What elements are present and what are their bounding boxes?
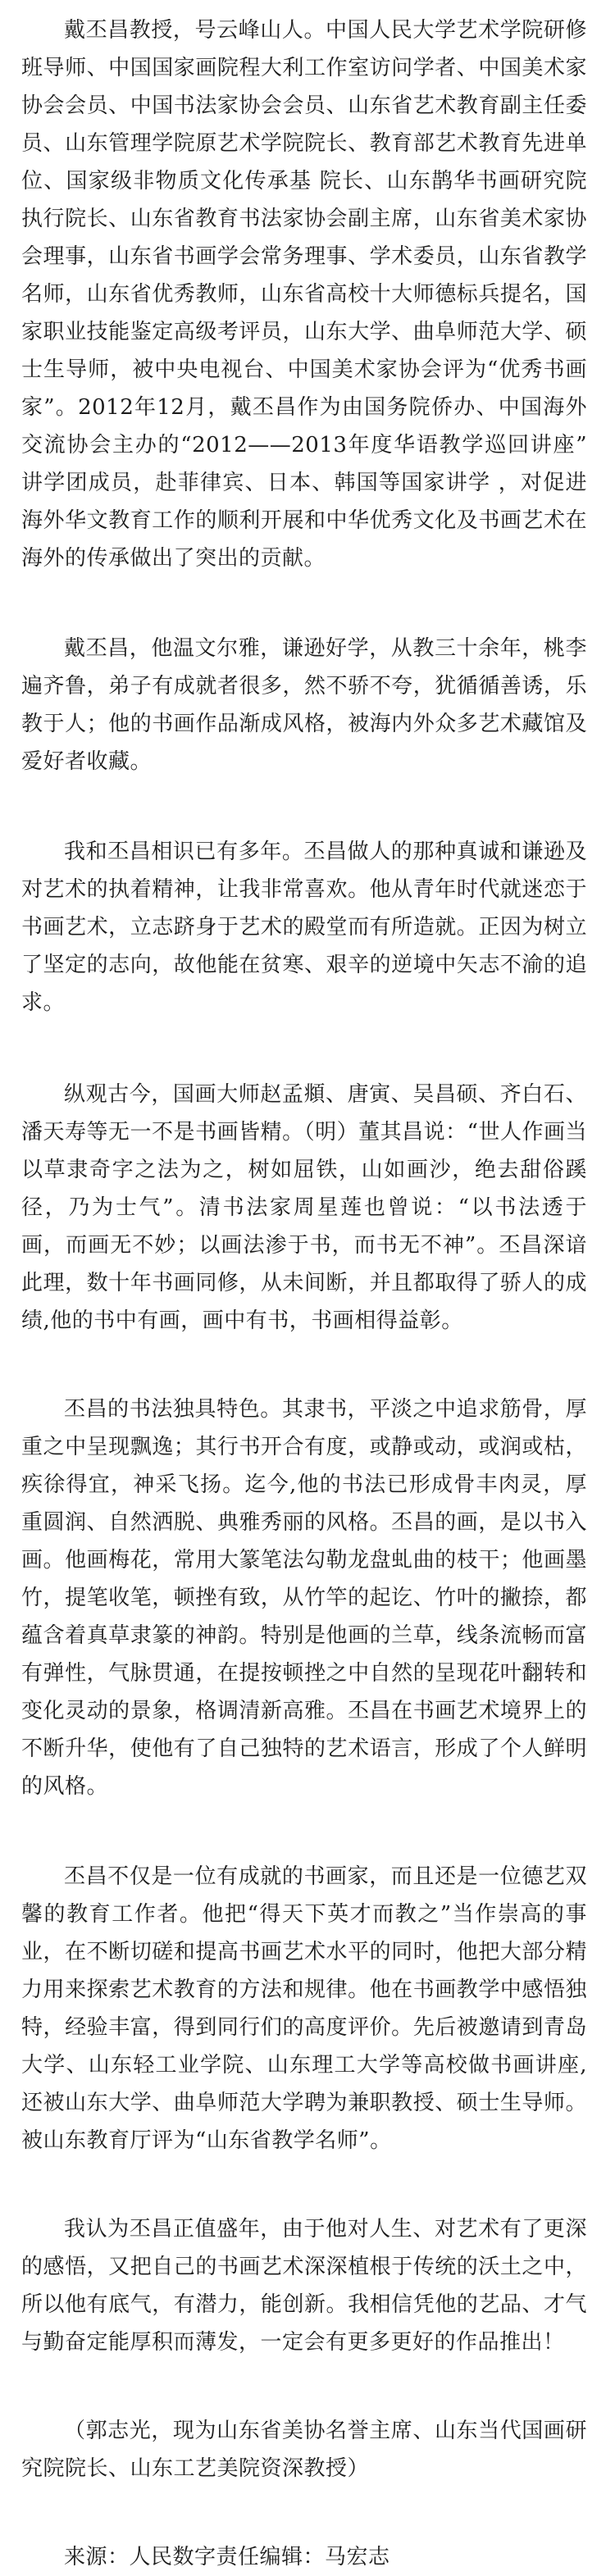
paragraph-acquaintance: 我和丕昌相识已有多年。丕昌做人的那种真诚和谦逊及对艺术的执着精神，让我非常喜欢。他从青年时代就迷恋于书画艺术，立志跻身于艺术的殿堂而有所造就。正因为树立了坚定的志向，故他能在贫寒、艰辛的逆境中矢志不渝的追求。: [21, 840, 587, 1015]
source-line: 来源：人民数字责任编辑：马宏志: [64, 2545, 390, 2569]
paragraph-history: 纵观古今，国画大师赵孟頫、唐寅、吴昌硕、齐白石、潘天寿等无一不是书画皆精。（明）董其昌说：“世人作画当以草隶奇字之法为之，树如屈铁，山如画沙，绝去甜俗蹊径，乃为士气”。清书法家周星莲也曾说：“以书法透于画，而画无不妙；以画法渗于书，而书无不神”。丕昌深谙此理，数十年书画同修，从未间断，并且都取得了骄人的成绩,他的书中有画，画中有书，书画相得益彰。: [21, 1082, 587, 1333]
paragraph-education: 丕昌不仅是一位有成就的书画家，而且还是一位德艺双馨的教育工作者。他把“得天下英才而教之”当作崇高的事业，在不断切磋和提高书画艺术水平的同时，他把大部分精力用来探索艺术教育的方法和规律。他在书画教学中感悟独特，经验丰富，得到同行们的高度评价。先后被邀请到青岛大学、山东轻工业学院、山东理工大学等高校做书画讲座,还被山东大学、曲阜师范大学聘为兼职教授、硕士生导师。被山东教育厅评为“山东省教学名师”。: [21, 1864, 587, 2153]
paragraph-character: 戴丕昌，他温文尔雅，谦逊好学，从教三十余年，桃李遍齐鲁，弟子有成就者很多，然不骄不夸，犹循循善诱，乐教于人；他的书画作品渐成风格，被海内外众多艺术藏馆及爱好者收藏。: [21, 636, 587, 774]
author-credit: （郭志光，现为山东省美协名誉主席、山东当代国画研究院院长、山东工艺美院资深教授）: [21, 2419, 587, 2481]
paragraph-biography: 戴丕昌教授，号云峰山人。中国人民大学艺术学院研修班导师、中国国家画院程大利工作室访问学者、中国美术家协会会员、中国书法家协会会员、山东省艺术教育副主任委员、山东管理学院原艺术学院院长、教育部艺术教育先进单位、国家级非物质文化传承基 院长、山东鹊华书画研究院执行院长、山东省教育书法家协会副主席，山东省美术家协会理事，山东省书画学会常务理事、学术委员，山东省教学名师，山东省优秀教师，山东省高校十大师德标兵提名，国家职业技能鉴定高级考评员，山东大学、曲阜师范大学、硕士生导师，被中央电视台、中国美术家协会评为“优秀书画家”。2012年12月，戴丕昌作为由国务院侨办、中国海外交流协会主办的“2012——2013年度华语教学巡回讲座” 讲学团成员，赴菲律宾、日本、韩国等国家讲学 ，对促进海外华文教育工作的顺利开展和中华优秀文化及书画艺术在海外的传承做出了突出的贡献。: [21, 18, 587, 571]
paragraph-conclusion: 我认为丕昌正值盛年，由于他对人生、对艺术有了更深的感悟，又把自己的书画艺术深深植根于传统的沃土之中，所以他有底气，有潜力，能创新。我相信凭他的艺品、才气与勤奋定能厚积而薄发，一定会有更多更好的作品推出！: [21, 2217, 587, 2355]
article-body: [21, 0, 587, 2576]
paragraph-calligraphy: 丕昌的书法独具特色。其隶书，平淡之中追求筋骨，厚重之中呈现飘逸；其行书开合有度，或静或动，或润或枯，疾徐得宜，神采飞扬。迄今,他的书法已形成骨丰肉灵，厚重圆润、自然洒脱、典雅秀丽的风格。丕昌的画，是以书入画。他画梅花，常用大篆笔法勾勒龙盘虬曲的枝干；他画墨竹，提笔收笔，顿挫有致，从竹竿的起讫、竹叶的撇捺，都蕴含着真草隶篆的神韵。特别是他画的兰草，线条流畅而富有弹性，气脉贯通，在提按顿挫之中自然的呈现花叶翻转和变化灵动的景象，格调清新高雅。丕昌在书画艺术境界上的不断升华，使他有了自己独特的艺术语言，形成了个人鲜明的风格。: [21, 1397, 587, 1799]
